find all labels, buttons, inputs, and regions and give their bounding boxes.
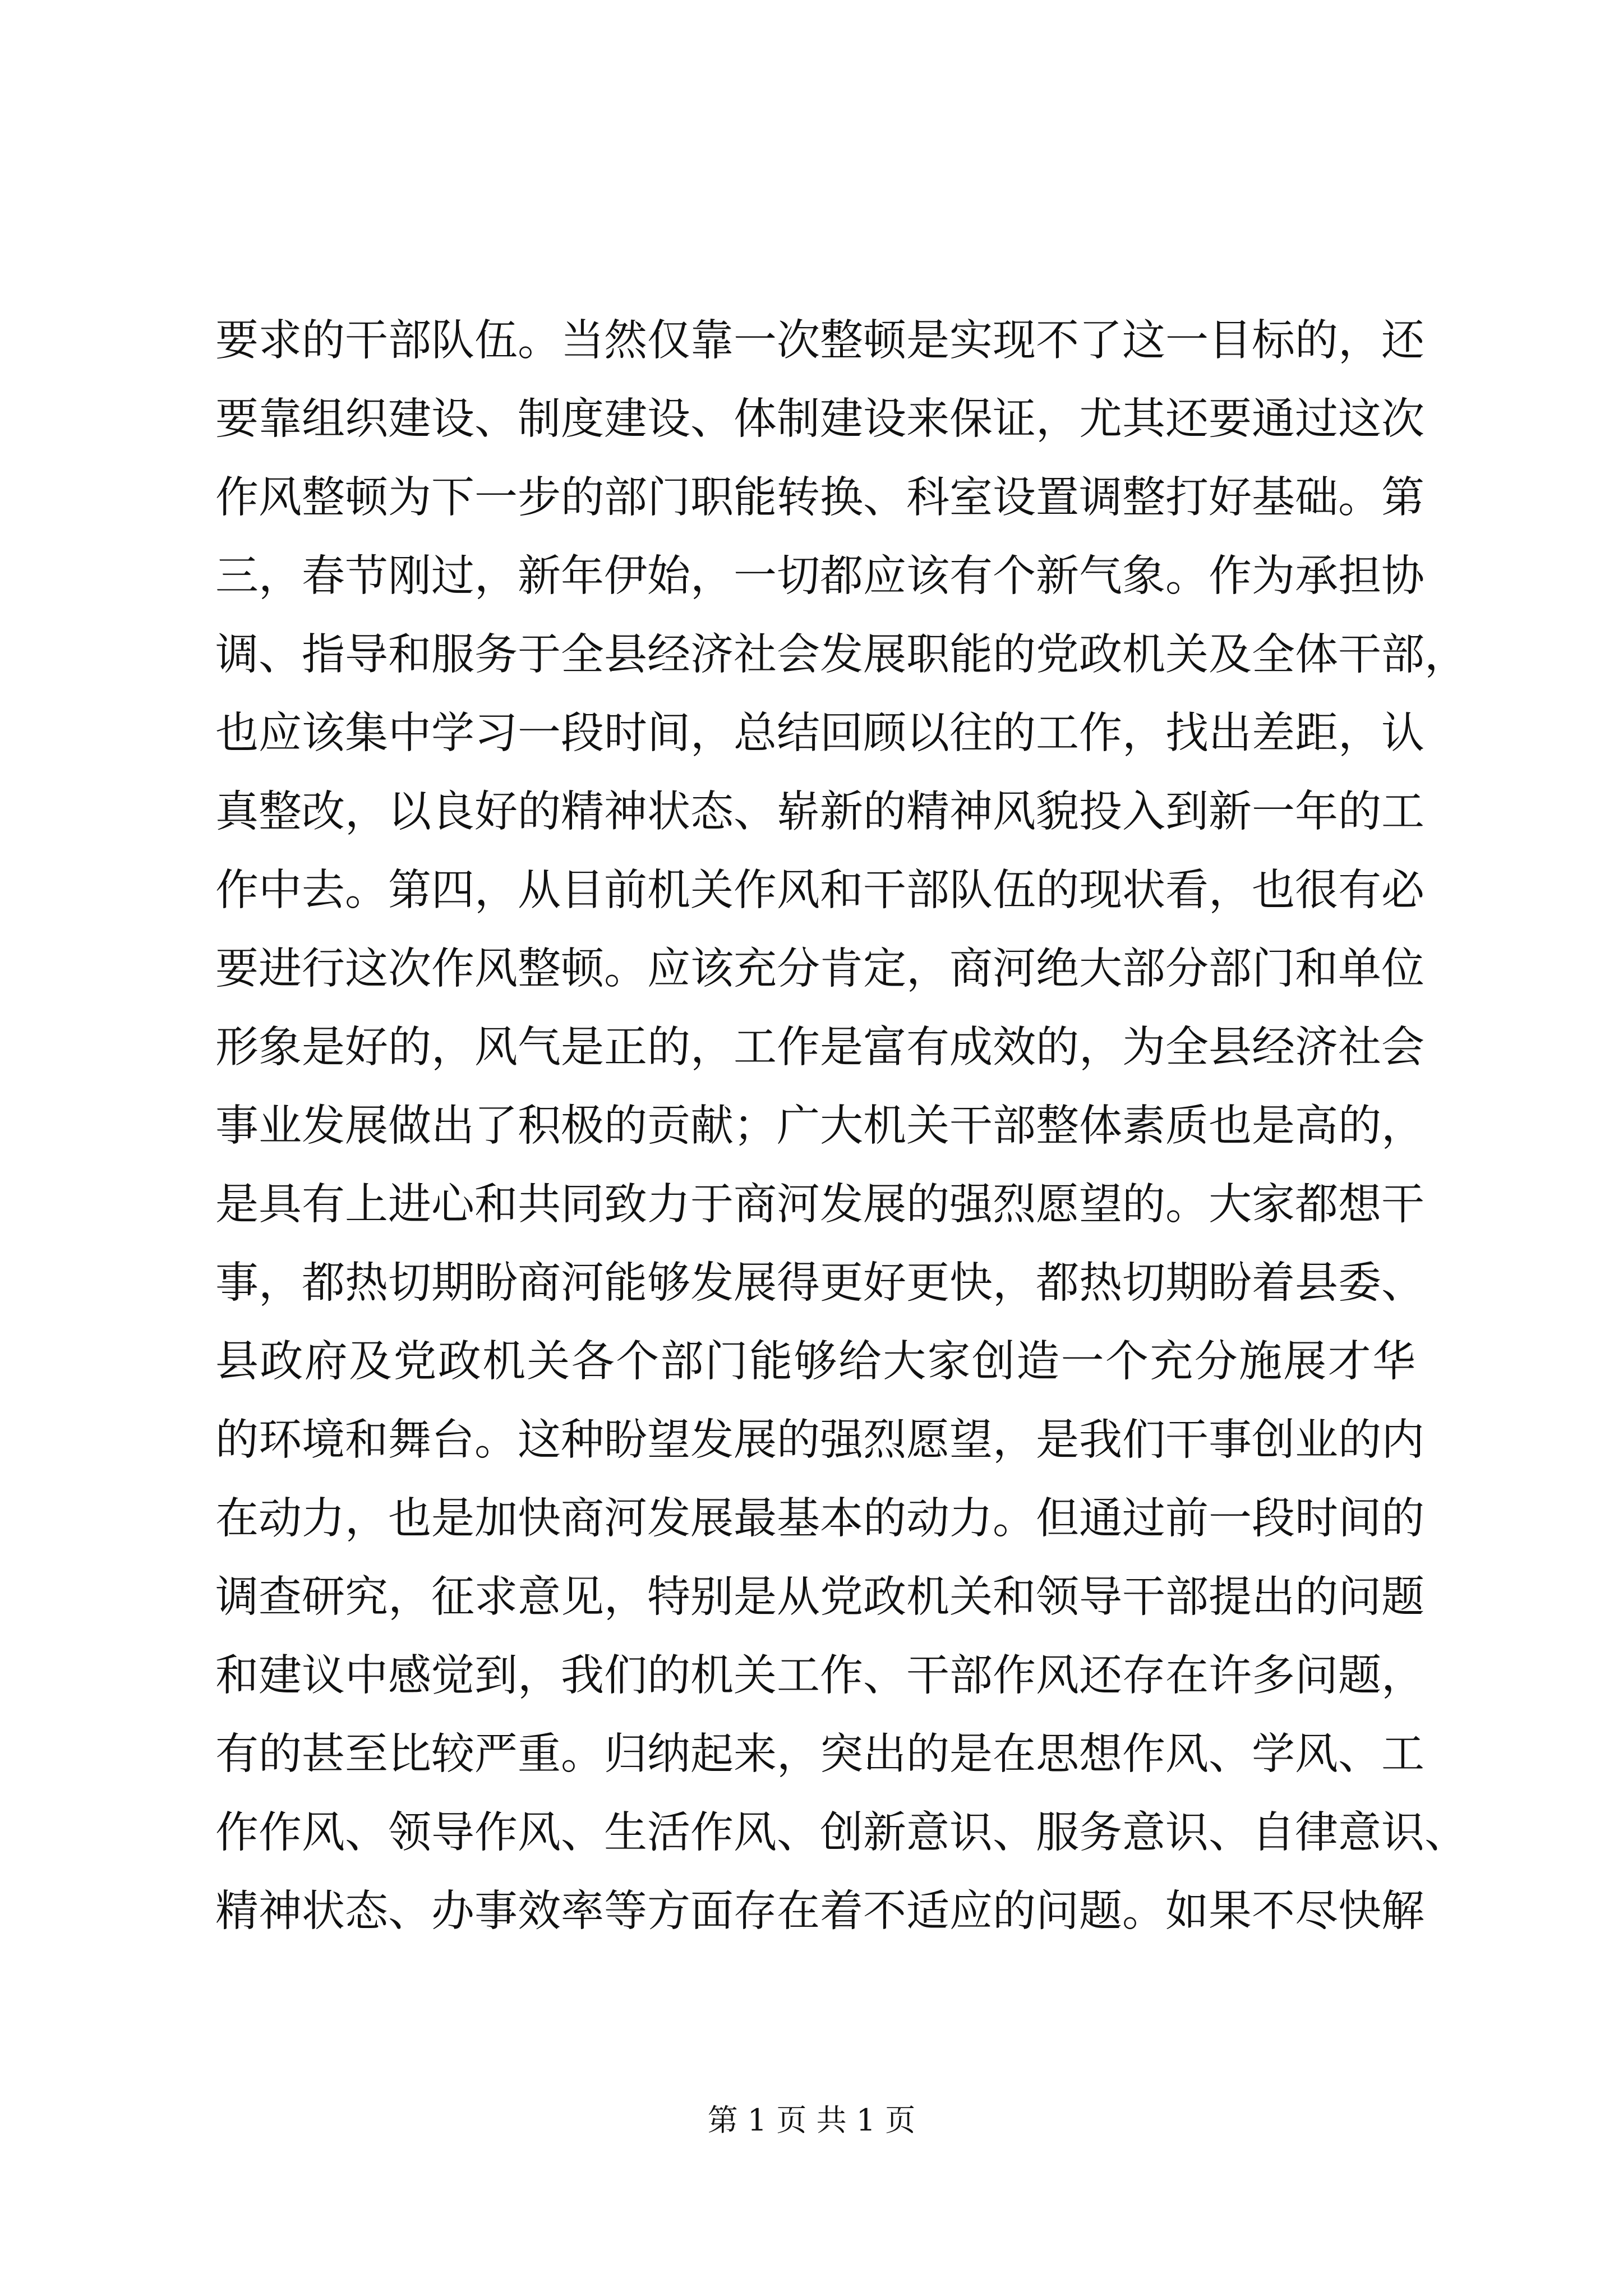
text-line: 也应该集中学习一段时间，总结回顾以往的工作，找出差距，认 xyxy=(215,708,1424,758)
page-number-label: 第 1 页 共 1 页 xyxy=(707,2102,916,2138)
text-line: 的环境和舞台。这种盼望发展的强烈愿望，是我们干事创业的内 xyxy=(215,1415,1424,1465)
text-line: 三，春节刚过，新年伊始，一切都应该有个新气象。作为承担协 xyxy=(215,551,1424,601)
text-line: 作风整顿为下一步的部门职能转换、科室设置调整打好基础。第 xyxy=(215,473,1424,523)
text-line: 要求的干部队伍。当然仅靠一次整顿是实现不了这一目标的，还 xyxy=(215,316,1424,366)
text-line: 县政府及党政机关各个部门能够给大家创造一个充分施展才华 xyxy=(215,1337,1415,1387)
text-line: 调查研究，征求意见，特别是从党政机关和领导干部提出的问题 xyxy=(215,1572,1424,1622)
text-line: 调、指导和服务于全县经济社会发展职能的党政机关及全体干部， xyxy=(215,630,1468,680)
text-line: 真整改，以良好的精神状态、崭新的精神风貌投入到新一年的工 xyxy=(215,787,1424,837)
page-footer xyxy=(0,2101,1623,2140)
text-line: 作中去。第四，从目前机关作风和干部队伍的现状看，也很有必 xyxy=(215,866,1424,915)
text-line: 事，都热切期盼商河能够发展得更好更快，都热切期盼着县委、 xyxy=(215,1258,1424,1308)
text-line: 在动力，也是加快商河发展最基本的动力。但通过前一段时间的 xyxy=(215,1494,1424,1544)
text-line: 是具有上进心和共同致力于商河发展的强烈愿望的。大家都想干 xyxy=(215,1180,1424,1230)
text-line: 要靠组织建设、制度建设、体制建设来保证，尤其还要通过这次 xyxy=(215,394,1424,444)
text-line: 作作风、领导作风、生活作风、创新意识、服务意识、自律意识、 xyxy=(215,1808,1468,1858)
text-line: 精神状态、办事效率等方面存在着不适应的问题。如果不尽快解 xyxy=(215,1887,1424,1936)
body-paragraph xyxy=(215,302,1468,1951)
text-line: 和建议中感觉到，我们的机关工作、干部作风还存在许多问题， xyxy=(215,1651,1424,1701)
text-line: 有的甚至比较严重。归纳起来，突出的是在思想作风、学风、工 xyxy=(215,1729,1424,1779)
text-line: 事业发展做出了积极的贡献；广大机关干部整体素质也是高的， xyxy=(215,1101,1424,1151)
text-line: 要进行这次作风整顿。应该充分肯定，商河绝大部分部门和单位 xyxy=(215,944,1424,994)
text-line: 形象是好的，风气是正的，工作是富有成效的，为全县经济社会 xyxy=(215,1023,1424,1073)
